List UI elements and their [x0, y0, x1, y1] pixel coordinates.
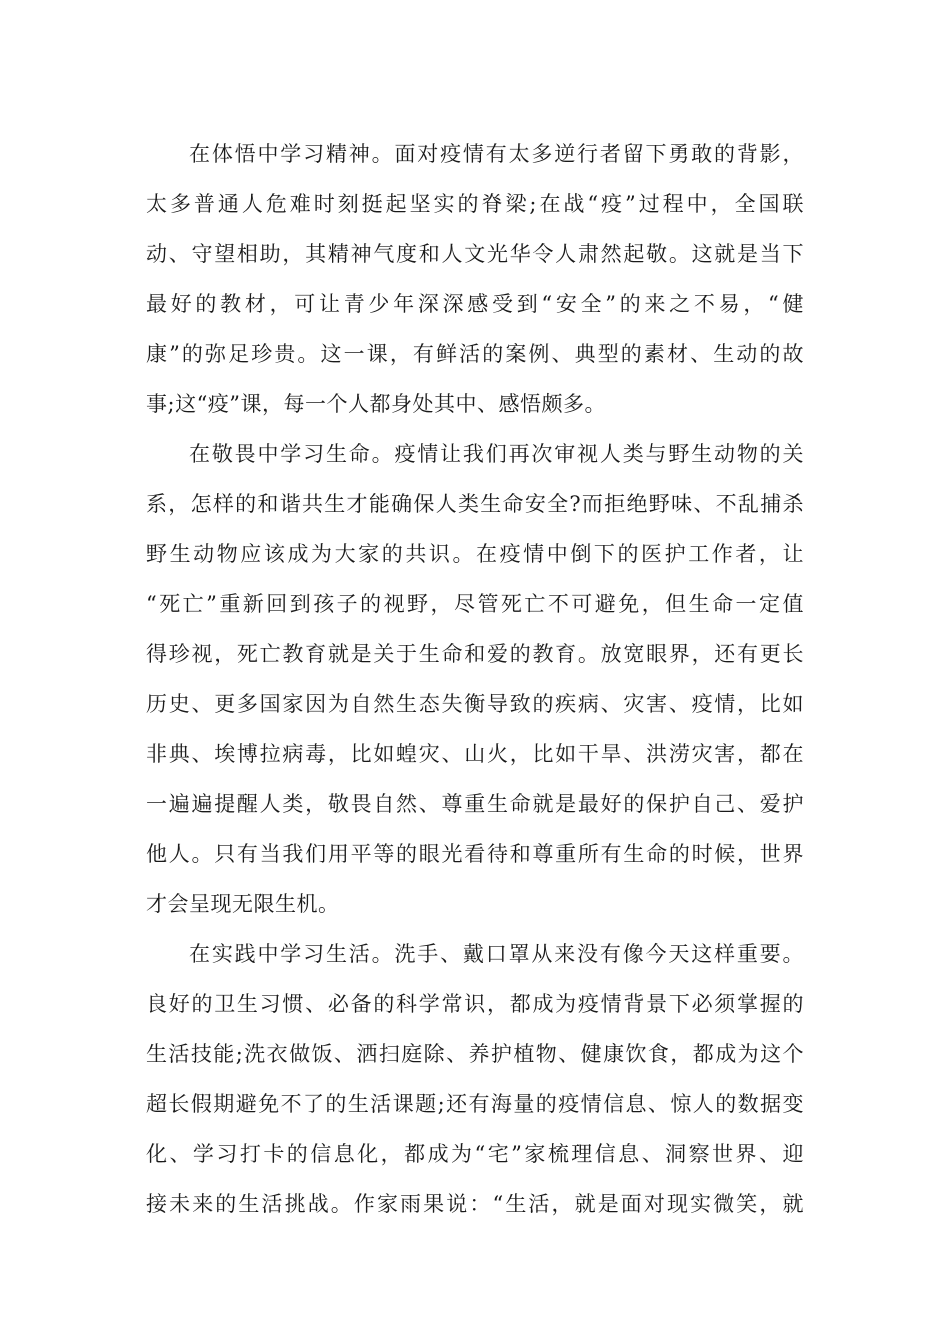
text-line: 化、学习打卡的信息化，都成为“宅”家梳理信息、洞察世界、迎	[146, 1142, 804, 1166]
text-line: 才会呈现无限生机。	[146, 892, 340, 916]
text-line: 得珍视，死亡教育就是关于生命和爱的教育。放宽眼界，还有更长	[146, 642, 804, 666]
text-line: 在敬畏中学习生命。疫情让我们再次审视人类与野生动物的关	[189, 442, 804, 466]
text-line: 康”的弥足珍贵。这一课，有鲜活的案例、典型的素材、生动的故	[146, 342, 804, 366]
text-line: 生活技能;洗衣做饭、洒扫庭除、养护植物、健康饮食，都成为这个	[146, 1042, 804, 1066]
text-line: 接未来的生活挑战。作家雨果说：“生活，就是面对现实微笑，就	[146, 1192, 804, 1216]
text-line: 在实践中学习生活。洗手、戴口罩从来没有像今天这样重要。	[189, 942, 804, 966]
text-line: 最好的教材，可让青少年深深感受到“安全”的来之不易，“健	[146, 292, 804, 316]
text-line: 太多普通人危难时刻挺起坚实的脊梁;在战“疫”过程中，全国联	[146, 192, 804, 216]
paragraph-life	[146, 429, 804, 929]
text-line: 他人。只有当我们用平等的眼光看待和尊重所有生命的时候，世界	[146, 842, 804, 866]
paragraph-living	[146, 929, 804, 1229]
paragraph-spirit	[146, 129, 804, 429]
text-line: 良好的卫生习惯、必备的科学常识，都成为疫情背景下必须掌握的	[146, 992, 804, 1016]
text-line: 野生动物应该成为大家的共识。在疫情中倒下的医护工作者，让	[146, 542, 804, 566]
text-line: 超长假期避免不了的生活课题;还有海量的疫情信息、惊人的数据变	[146, 1092, 804, 1116]
text-line: 非典、埃博拉病毒，比如蝗灾、山火，比如干旱、洪涝灾害，都在	[146, 742, 804, 766]
document-body	[146, 129, 804, 1229]
text-line: 事;这“疫”课，每一个人都身处其中、感悟颇多。	[146, 392, 607, 416]
text-line: 动、守望相助，其精神气度和人文光华令人肃然起敬。这就是当下	[146, 242, 804, 266]
text-line: 系，怎样的和谐共生才能确保人类生命安全?而拒绝野味、不乱捕杀	[146, 492, 804, 516]
text-line: 历史、更多国家因为自然生态失衡导致的疾病、灾害、疫情，比如	[146, 692, 804, 716]
text-line: 在体悟中学习精神。面对疫情有太多逆行者留下勇敢的背影，	[189, 142, 804, 166]
text-line: “死亡”重新回到孩子的视野，尽管死亡不可避免，但生命一定值	[146, 592, 804, 616]
text-line: 一遍遍提醒人类，敬畏自然、尊重生命就是最好的保护自己、爱护	[146, 792, 804, 816]
